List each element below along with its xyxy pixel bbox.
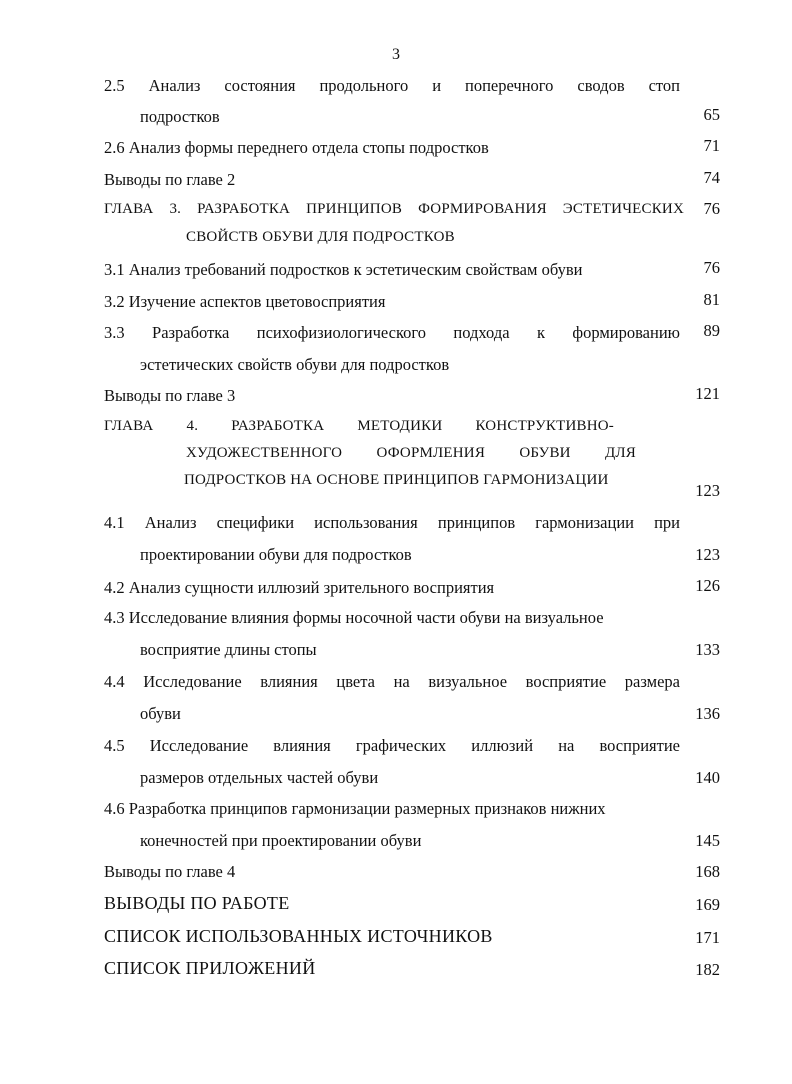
toc-page-chapter-3: 76 [703, 199, 720, 218]
toc-page-work-conclusions: 169 [695, 895, 720, 914]
toc-page-appendices: 182 [695, 960, 720, 979]
toc-page-conclusions-2: 74 [703, 168, 720, 187]
toc-page-4-2: 126 [695, 576, 720, 595]
toc-entry-4-5-line-2: размеров отдельных частей обуви [140, 768, 379, 787]
toc-entry-4-1-line-1: 4.1 Анализ специфики использования принципов гармонизации при [104, 513, 680, 532]
toc-entry-3-3-line-1: 3.3 Разработка психофизиологического подхода к формированию [104, 323, 680, 342]
toc-entry-3-2: 3.2 Изучение аспектов цветовосприятия [104, 292, 386, 311]
toc-entry-4-3-line-2: восприятие длины стопы [140, 640, 317, 659]
toc-page-4-6: 145 [695, 831, 720, 850]
toc-entry-conclusions-2: Выводы по главе 2 [104, 170, 236, 189]
toc-chapter-4-line-1: ГЛАВА 4. РАЗРАБОТКА МЕТОДИКИ КОНСТРУКТИВНО- [104, 418, 614, 434]
toc-entry-4-3-line-1: 4.3 Исследование влияния формы носочной части обуви на визуальное [104, 608, 604, 627]
toc-page-3-3: 89 [703, 321, 720, 340]
toc-entry-2-5-line-2: подростков [140, 107, 220, 126]
toc-page-references: 171 [695, 928, 720, 947]
toc-page-chapter-4: 123 [695, 481, 720, 500]
toc-entry-4-6-line-2: конечностей при проектировании обуви [140, 831, 422, 850]
toc-page-4-1: 123 [695, 545, 720, 564]
toc-entry-4-4-line-2: обуви [140, 704, 181, 723]
toc-page-3-1: 76 [703, 258, 720, 277]
toc-chapter-3-line-1: ГЛАВА 3. РАЗРАБОТКА ПРИНЦИПОВ ФОРМИРОВАНИЯ ЭСТЕТИЧЕСКИХ [104, 201, 684, 217]
toc-entry-conclusions-3: Выводы по главе 3 [104, 386, 236, 405]
toc-entry-4-2: 4.2 Анализ сущности иллюзий зрительного восприятия [104, 578, 495, 597]
toc-entry-appendices: СПИСОК ПРИЛОЖЕНИЙ [104, 958, 316, 978]
toc-entry-4-1-line-2: проектировании обуви для подростков [140, 545, 412, 564]
toc-entry-2-6: 2.6 Анализ формы переднего отдела стопы подростков [104, 138, 489, 157]
toc-entry-3-3-line-2: эстетических свойств обуви для подростков [140, 355, 450, 374]
toc-page-conclusions-4: 168 [695, 862, 720, 881]
toc-page-4-4: 136 [695, 704, 720, 723]
toc-entry-4-5-line-1: 4.5 Исследование влияния графических иллюзий на восприятие [104, 736, 680, 755]
toc-entry-4-6-line-1: 4.6 Разработка принципов гармонизации размерных признаков нижних [104, 799, 606, 818]
page-number: 3 [392, 46, 400, 63]
toc-page-2-6: 71 [703, 136, 720, 155]
toc-page-conclusions-3: 121 [695, 384, 720, 403]
toc-page-4-3: 133 [695, 640, 720, 659]
toc-chapter-4-line-2: ХУДОЖЕСТВЕННОГО ОФОРМЛЕНИЯ ОБУВИ ДЛЯ [186, 445, 636, 461]
toc-entry-references: СПИСОК ИСПОЛЬЗОВАННЫХ ИСТОЧНИКОВ [104, 926, 493, 946]
toc-entry-work-conclusions: ВЫВОДЫ ПО РАБОТЕ [104, 893, 290, 913]
toc-page-3-2: 81 [703, 290, 720, 309]
toc-page-2-5: 65 [703, 105, 720, 124]
toc-chapter-4-line-3: ПОДРОСТКОВ НА ОСНОВЕ ПРИНЦИПОВ ГАРМОНИЗАЦИИ [184, 472, 609, 488]
toc-page-4-5: 140 [695, 768, 720, 787]
toc-chapter-3-line-2: СВОЙСТВ ОБУВИ ДЛЯ ПОДРОСТКОВ [186, 229, 455, 245]
toc-entry-4-4-line-1: 4.4 Исследование влияния цвета на визуальное восприятие размера [104, 672, 680, 691]
toc-entry-2-5-line-1: 2.5 Анализ состояния продольного и поперечного сводов стоп [104, 76, 680, 95]
toc-entry-3-1: 3.1 Анализ требований подростков к эстетическим свойствам обуви [104, 260, 583, 279]
toc-entry-conclusions-4: Выводы по главе 4 [104, 862, 236, 881]
